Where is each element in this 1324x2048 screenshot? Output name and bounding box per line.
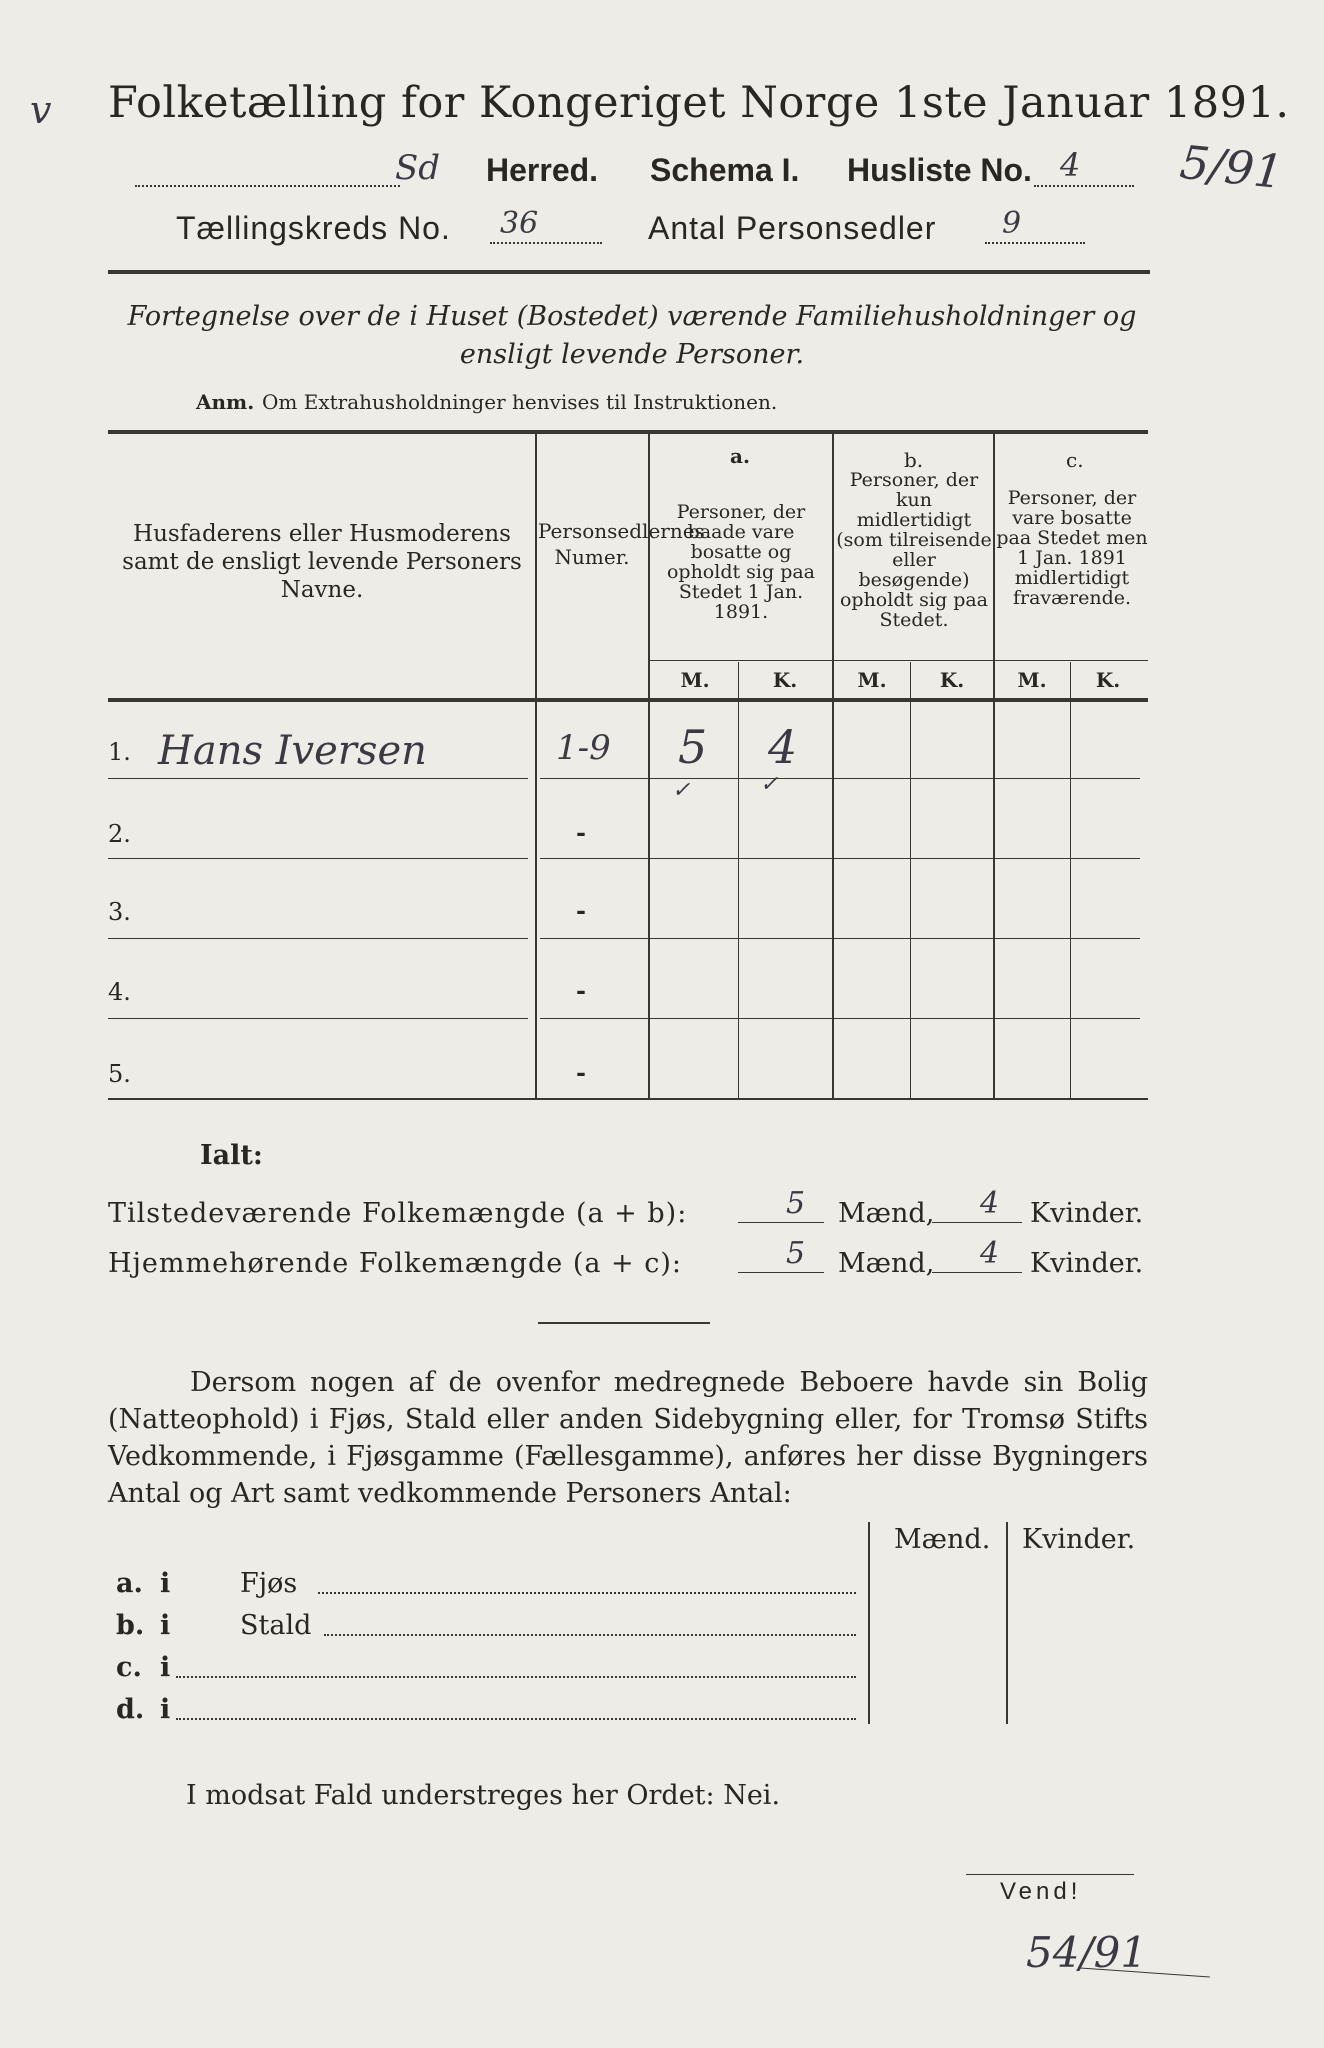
hjemme-kvinder-label: Kvinder. [1030,1248,1144,1279]
anm-text: Om Extrahusholdninger henvises til Instruktionen. [262,390,778,414]
row-1-name-line [108,778,528,779]
building-a-letter: a. [116,1568,143,1599]
building-c-dotted-line [176,1676,856,1678]
schema-label: Schema I. [650,152,800,188]
row-1-line [540,778,1140,779]
row-4-name-line [108,1018,528,1019]
building-c-letter: c. [116,1652,142,1683]
building-c-prep: i [160,1652,171,1683]
column-rule-a [832,432,834,1098]
table-header-bottom-border [108,698,1148,702]
row-number-2: 2. [108,820,131,848]
row-1-check-k: ✓ [760,772,779,797]
building-b-prep: i [160,1610,171,1641]
hjemme-k-line [932,1272,1022,1273]
husliste-value: 4 [1060,146,1081,184]
row-1-name: Hans Iversen [158,728,427,774]
buildings-col-maend: Mænd. [894,1524,991,1555]
building-b-letter: b. [116,1610,145,1641]
husliste-label: Husliste No. [847,152,1032,188]
column-header-b: Personer, der kun midlertidigt (som tilreisende eller besøgende) opholdt sig paa Stedet. [836,469,992,631]
form-title: Folketælling for Kongeriget Norge 1ste Januar 1891. [108,78,1290,128]
antal-label: Antal Personsedler [648,210,937,246]
tilstede-m-line [738,1222,824,1223]
column-c-letter: c. [1066,448,1084,472]
tilstede-label: Tilstedeværende Folkemængde (a + b): [108,1198,688,1229]
a-k-label: K. [772,668,798,692]
column-rule-c-mk [1070,662,1071,1098]
hjemme-label: Hjemmehørende Folkemængde (a + c): [108,1248,682,1279]
tilstede-kvinder-label: Kvinder. [1030,1198,1144,1229]
column-header-numer: Personsedlernes Numer. [538,519,705,569]
building-a-name: Fjøs [240,1568,298,1599]
building-a-prep: i [160,1568,171,1599]
row-4-numer: - [576,976,586,1005]
row-5-numer: - [576,1058,586,1087]
margin-check-mark: v [30,88,52,132]
building-b-name: Stald [240,1610,312,1641]
husliste-dotted-line [1034,185,1134,187]
building-d-dotted-line [176,1718,856,1720]
hjemme-maend-label: Mænd, [838,1248,935,1279]
row-3-numer: - [576,896,586,925]
ialt-label: Ialt: [200,1140,263,1171]
vend-line [966,1874,1134,1875]
tilstede-m-value: 5 [786,1186,806,1221]
row-4-line [540,1018,1140,1019]
building-d-letter: d. [116,1694,145,1725]
row-3-name-line [108,938,528,939]
row-1-check-m: ✓ [672,778,691,803]
hjemme-m-line [738,1272,824,1273]
tilstede-k-line [932,1222,1022,1223]
kreds-value: 36 [500,206,539,241]
column-b-letter: b. [904,448,924,472]
column-rule-b-mk [910,662,911,1098]
a-m-label: M. [680,668,710,692]
corner-handwritten-note: 5/91 [1177,134,1286,200]
row-2-name-line [108,858,528,859]
antal-dotted-line [985,242,1085,244]
column-a-letter: a. [730,444,750,468]
antal-value: 9 [1002,206,1022,241]
c-m-label: M. [1017,668,1047,692]
mk-row-divider [650,660,1148,661]
column-header-names: Husfaderens eller Husmoderens samt de ensligt levende Personers Navne. [122,521,522,603]
row-number-3: 3. [108,898,131,926]
column-rule-names [535,432,537,1098]
vend-label: Vend! [1000,1878,1082,1905]
buildings-paragraph: Dersom nogen af de ovenfor medregnede Beboere havde sin Bolig (Natteophold) i Fjøs, Stald eller anden Sidebygning eller, for Tromsø Stifts Vedkommende, i Fjøsgamme (Fællesgamme), anføres her disse Bygningers Antal og Art samt vedkommende Personers Antal: [108,1367,1148,1509]
row-2-line [540,858,1140,859]
row-2-numer: - [576,818,586,847]
tilstede-maend-label: Mænd, [838,1198,935,1229]
building-a-dotted-line [318,1592,856,1594]
kreds-label: Tællingskreds No. [176,210,451,246]
column-header-a: Personer, der baade vare bosatte og opholdt sig paa Stedet 1 Jan. 1891. [666,501,816,623]
buildings-rule-right [1006,1522,1008,1724]
building-b-dotted-line [324,1634,856,1636]
building-d-prep: i [160,1694,171,1725]
buildings-col-kvinder: Kvinder. [1022,1524,1136,1555]
row-1-a-m: 5 [678,720,708,774]
header-divider [108,270,1150,274]
c-k-label: K. [1095,668,1121,692]
kreds-dotted-line [490,242,602,244]
row-1-a-k: 4 [768,720,798,774]
herred-label: Herred. [486,152,599,188]
anm-label: Anm. [196,390,255,414]
column-rule-b [993,432,995,1098]
row-1-numer: 1-9 [556,728,611,768]
row-3-line [540,938,1140,939]
herred-dotted-line [135,185,400,187]
row-number-1: 1. [108,738,131,766]
herred-value: Sd [395,148,441,188]
b-k-label: K. [939,668,965,692]
modsat-fald-text: I modsat Fald understreges her Ordet: Nei. [186,1780,781,1811]
table-bottom-border [108,1098,1148,1100]
table-top-border [108,430,1148,434]
row-number-5: 5. [108,1060,131,1088]
b-m-label: M. [857,668,887,692]
section-separator [538,1322,710,1324]
column-rule-a-mk [738,662,739,1098]
buildings-rule-left [868,1522,870,1724]
hjemme-m-value: 5 [786,1236,806,1271]
intro-text: Fortegnelse over de i Huset (Bostedet) værende Familiehusholdninger og ensligt levende Personer. [127,301,1137,370]
tilstede-k-value: 4 [980,1186,1000,1221]
hjemme-k-value: 4 [980,1236,1000,1271]
row-number-4: 4. [108,978,131,1006]
bottom-handwritten-note: 54/91 [1026,1928,1148,1977]
column-header-c: Personer, der vare bosatte paa Stedet men 1 Jan. 1891 midlertidigt fraværende. [996,487,1148,609]
